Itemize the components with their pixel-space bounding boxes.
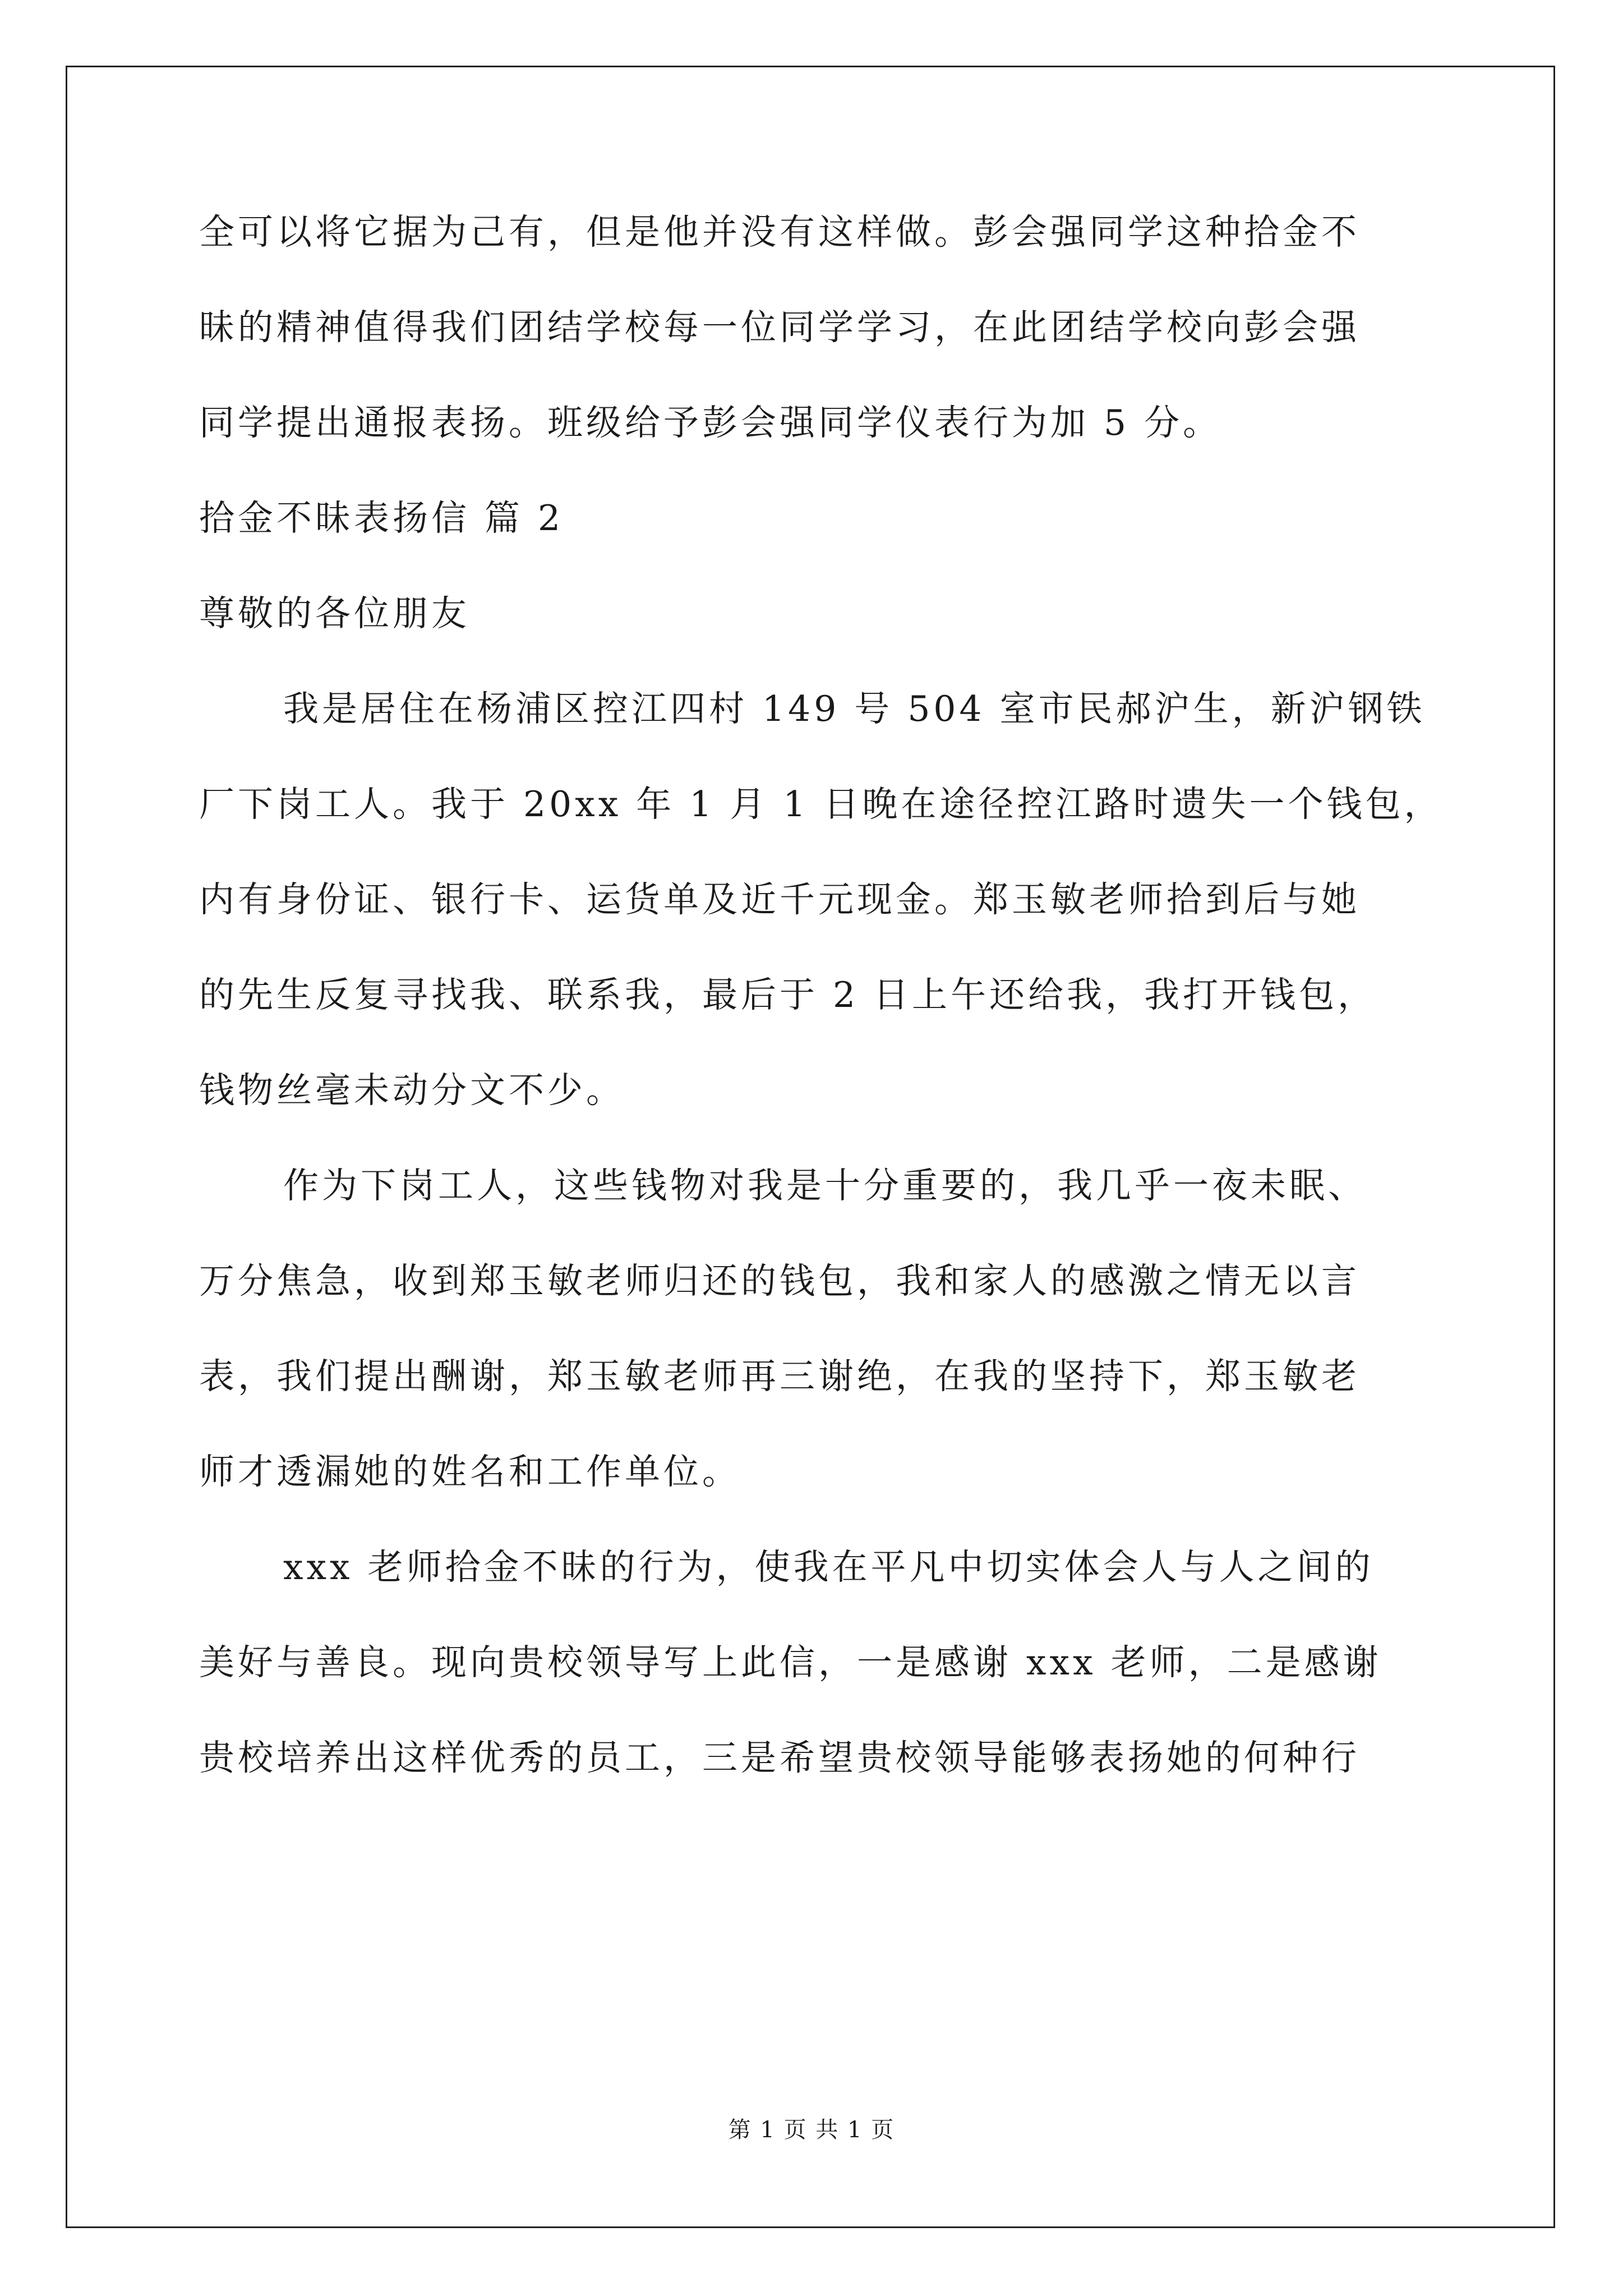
- paragraph-line: 贵校培养出这样优秀的员工，三是希望贵校领导能够表扬她的何种行: [199, 1737, 1360, 1778]
- salutation: 尊敬的各位朋友: [199, 593, 470, 634]
- paragraph-line: 全可以将它据为己有，但是他并没有这样做。彭会强同学这种拾金不: [199, 211, 1360, 252]
- paragraph-line: 表，我们提出酬谢，郑玉敏老师再三谢绝，在我的坚持下，郑玉敏老: [199, 1356, 1360, 1397]
- paragraph-line: 同学提出通报表扬。班级给予彭会强同学仪表行为加 5 分。: [199, 402, 1222, 443]
- paragraph-line: 昧的精神值得我们团结学校每一位同学学习，在此团结学校向彭会强: [199, 307, 1360, 348]
- paragraph-line: 作为下岗工人，这些钱物对我是十分重要的，我几乎一夜未眠、: [283, 1165, 1367, 1206]
- page-number-footer: 第 1 页 共 1 页: [728, 2117, 895, 2143]
- paragraph-line: 师才透漏她的姓名和工作单位。: [199, 1451, 741, 1492]
- paragraph-line: 美好与善良。现向贵校领导写上此信，一是感谢 xxx 老师，二是感谢: [199, 1642, 1382, 1683]
- paragraph-line: 我是居住在杨浦区控江四村 149 号 504 室市民郝沪生，新沪钢铁: [283, 688, 1426, 729]
- paragraph-line: 内有身份证、银行卡、运货单及近千元现金。郑玉敏老师拾到后与她: [199, 879, 1360, 920]
- page-border: [66, 66, 1555, 2228]
- paragraph-line: 的先生反复寻找我、联系我，最后于 2 日上午还给我，我打开钱包，: [199, 974, 1377, 1015]
- paragraph-line: xxx 老师拾金不昧的行为，使我在平凡中切实体会人与人之间的: [283, 1547, 1374, 1588]
- paragraph-line: 厂下岗工人。我于 20xx 年 1 月 1 日晚在途径控江路时遗失一个钱包，: [199, 784, 1443, 825]
- section-heading: 拾金不昧表扬信 篇 2: [199, 498, 564, 539]
- paragraph-line: 钱物丝毫未动分文不少。: [199, 1070, 625, 1111]
- paragraph-line: 万分焦急，收到郑玉敏老师归还的钱包，我和家人的感激之情无以言: [199, 1260, 1360, 1301]
